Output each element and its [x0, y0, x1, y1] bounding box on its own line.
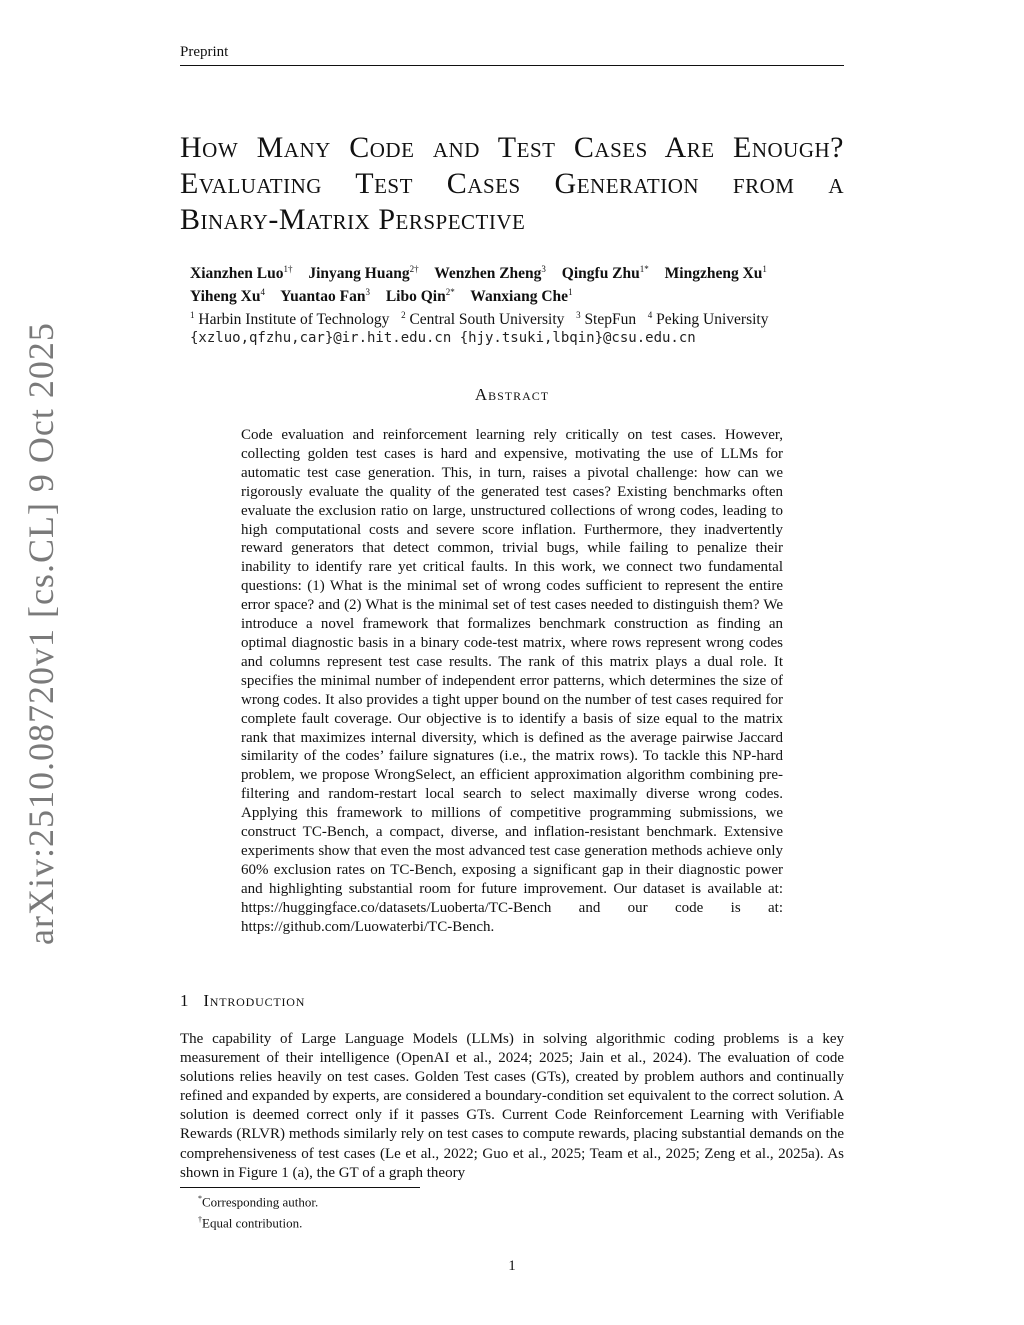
- author: Wanxiang Che$^1$: [470, 287, 573, 306]
- section-heading: [180, 991, 844, 1011]
- footnote-divider: [180, 1187, 420, 1188]
- author-block: [190, 260, 850, 348]
- paper-title: [180, 130, 844, 238]
- author: Libo Qin$^{2*}$: [385, 287, 455, 306]
- author: Yuantao Fan$^3$: [280, 287, 370, 306]
- author: Wenzhen Zheng$^3$: [434, 264, 546, 283]
- abstract-heading: Abstract: [474, 385, 550, 404]
- running-head: Preprint: [180, 44, 844, 66]
- arxiv-identifier-stamp[interactable]: arXiv:2510.08720v1 [cs.CL] 9 Oct 2025: [21, 322, 61, 945]
- introduction-text: The capability of Large Language Models (LLMs) in solving algorithmic coding problems is a key measurement of their intelligence (OpenAI et al., 2024; 2025; Jain et al., 2024). The evaluation of code solutions relies heavily on test cases. Golden Test cases (GTs), created by problem authors and continually refined and expanded by experts, are considered a boundary-condition set equivalent to the correct solution. A solution is deemed correct only if it passes GTs. Current Code Reinforcement Learning with Verifiable Rewards (RLVR) methods similarly rely on test cases to compute rewards, placing substantial demands on the comprehensiveness of test cases (Le et al., 2022; Guo et al., 2025; Team et al., 2025; Zeng et al., 2025a). As shown in Figure 1 (a), the GT of a graph theory: [180, 1031, 844, 1181]
- author: Mingzheng Xu$^1$: [664, 264, 767, 283]
- footnote: *Corresponding author.: [198, 1194, 319, 1210]
- title-line-1: How Many Code and Test Cases Are Enough?: [180, 131, 844, 164]
- author-names: [190, 260, 850, 306]
- footnote: †Equal contribution.: [198, 1215, 303, 1231]
- author-emails: {xzluo,qfzhu,car}@ir.hit.edu.cn {hjy.tsuki,lbqin}@csu.edu.cn: [190, 330, 696, 347]
- section-number: 1: [180, 991, 190, 1010]
- title-line-2: Evaluating Test Cases Generation from a: [180, 167, 844, 200]
- author: Yiheng Xu$^4$: [190, 287, 265, 306]
- author: Xianzhen Luo$^{1\dagger}$: [190, 264, 293, 283]
- author: Qingfu Zhu$^{1*}$: [561, 264, 649, 283]
- title-line-3: Binary-Matrix Perspective: [180, 203, 526, 236]
- abstract-text: Code evaluation and reinforcement learning rely critically on test cases. However, collecting golden test cases is hard and expensive, motivating the use of LLMs for automatic test case generation. This, in turn, raises a pivotal challenge: how can we rigorously evaluate the quality of the generated test cases? Existing benchmarks often evaluate the exclusion ratio on large, unstructured collections of wrong codes, leading to high computational costs and severe score inflation. Furthermore, they inadvertently reward generators that detect common, trivial bugs, while failing to penalize their inability to identify rare yet critical faults. In this work, we connect two fundamental questions: (1) What is the minimal set of wrong codes sufficient to represent the entire error space? and (2) What is the minimal set of test cases needed to distinguish them? We introduce a novel framework that formalizes benchmark construction as finding an optimal diagnostic basis in a binary code-test matrix, where rows represent wrong codes and columns represent test case results. The rank of this matrix plays a dual role. It specifies the minimal number of independent error patterns, which determines the size of wrong codes. It also provides a tight upper bound on the number of test cases required for complete fault coverage. Our objective is to identify a basis of size equal to the matrix rank that maximizes internal diversity, which is defined as the average pairwise Jaccard similarity of the codes’ failure signatures (i.e., the matrix rows). To tackle this NP-hard problem, we propose WrongSelect, an efficient approximation algorithm combining pre-filtering and random-restart local search to select maximally diverse wrong codes. Applying this framework to millions of competitive programming submissions, we construct TC-Bench, a compact, diverse, and inflation-resistant benchmark. Extensive experiments show that even the most advanced test case generation methods achieve only 60% exclusion rates on TC-Bench, exposing a significant gap in their diagnostic power and highlighting substantial room for future improvement. Our dataset is available at: https://huggingface.co/datasets/Luoberta/TC-Bench and our code is at: https://github.com/Luowaterbi/TC-Bench.: [241, 427, 783, 935]
- section-title: Introduction: [203, 991, 306, 1010]
- footnotes: [198, 1190, 838, 1233]
- page-number: 1: [508, 1258, 516, 1274]
- affiliations: $^1$ Harbin Institute of Technology $^2$ Central South University $^3$ StepFun $^4$ Peking University: [190, 310, 769, 329]
- author: Jinyang Huang$^{2\dagger}$: [308, 264, 419, 283]
